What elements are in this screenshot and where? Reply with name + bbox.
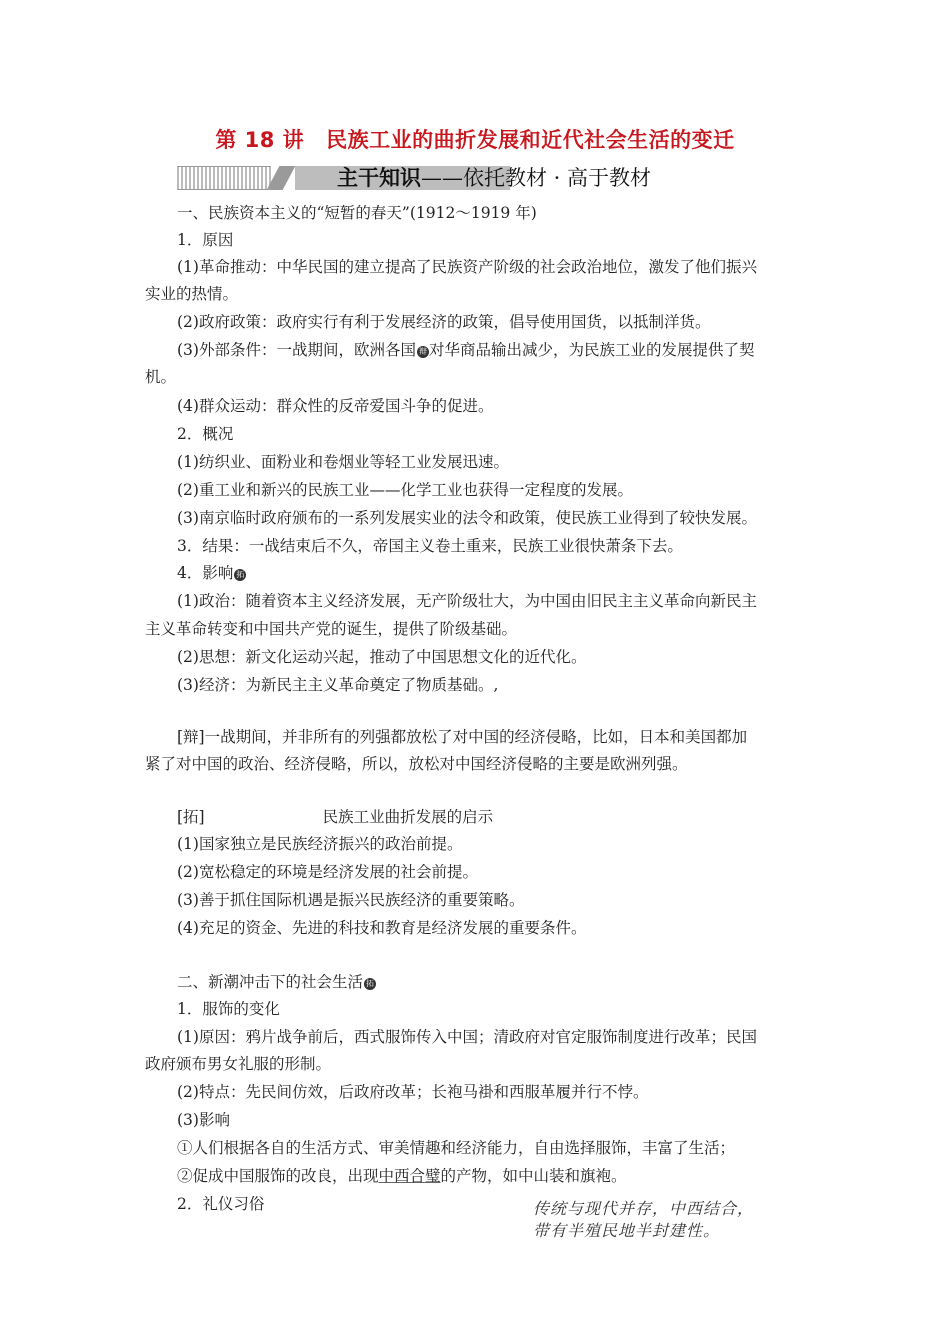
paragraph-line: (3)影响 bbox=[177, 1111, 230, 1129]
paragraph-text: 的产物，如中山装和旗袍。 bbox=[440, 1167, 627, 1185]
paragraph-line: (1)国家独立是民族经济振兴的政治前提。 bbox=[177, 835, 463, 853]
section-heading: 一、民族资本主义的“短暂的春天”(1912～1919 年) bbox=[177, 204, 537, 222]
paragraph-line: 3．结果：一战结束后不久，帝国主义卷土重来，民族工业很快萧条下去。 bbox=[177, 537, 683, 555]
subheading-text: 4．影响 bbox=[177, 564, 234, 582]
paragraph-line: 政府颁布男女礼服的形制。 bbox=[145, 1055, 332, 1073]
paragraph-line: (4)群众运动：群众性的反帝爱国斗争的促进。 bbox=[177, 397, 494, 415]
paragraph-line: (1)革命推动：中华民国的建立提高了民族资产阶级的社会政治地位，激发了他们振兴 bbox=[177, 258, 757, 276]
paragraph-line: (2)宽松稳定的环境是经济发展的社会前提。 bbox=[177, 863, 478, 881]
paragraph-line: 机。 bbox=[145, 368, 177, 386]
paragraph-line: (4)充足的资金、先进的科技和教育是经济发展的重要条件。 bbox=[177, 919, 587, 937]
lesson-title-text: 民族工业的曲折发展和近代社会生活的变迁 bbox=[326, 128, 735, 152]
handwritten-note: 带有半殖民地半封建性。 bbox=[533, 1221, 721, 1240]
banner-label-sub: ——依托教材 · 高于教材 bbox=[421, 166, 652, 190]
subheading: 2．概况 bbox=[177, 425, 234, 443]
paragraph-line: (1)原因：鸦片战争前后，西式服饰传入中国；清政府对官定服饰制度进行改革；民国 bbox=[177, 1028, 757, 1046]
tuo-mark-icon: 拓 bbox=[236, 570, 245, 579]
underlined-term: 中西合璧 bbox=[378, 1167, 441, 1185]
paragraph-line: (3)善于抓住国际机遇是振兴民族经济的重要策略。 bbox=[177, 891, 525, 909]
lesson-title bbox=[0, 124, 950, 154]
handwritten-note: 传统与现代并存，中西结合， bbox=[533, 1199, 755, 1218]
paragraph-line: (2)重工业和新兴的民族工业——化学工业也获得一定程度的发展。 bbox=[177, 481, 633, 499]
paragraph-line: (3)经济：为新民主主义革命奠定了物质基础。, bbox=[177, 676, 499, 694]
banner-label bbox=[337, 162, 651, 192]
tuo-mark-icon: 拓 bbox=[366, 979, 375, 988]
subheading bbox=[177, 563, 246, 583]
paragraph-line: (3)南京临时政府颁布的一系列发展实业的法令和政策，使民族工业得到了较快发展。 bbox=[177, 509, 757, 527]
paragraph-line: (2)思想：新文化运动兴起，推动了中国思想文化的近代化。 bbox=[177, 648, 587, 666]
paragraph-line: (2)特点：先民间仿效，后政府改革；长袍马褂和西服革履并行不悖。 bbox=[177, 1083, 649, 1101]
section-heading bbox=[177, 972, 376, 992]
paragraph-line: ①人们根据各自的生活方式、审美情趣和经济能力，自由选择服饰，丰富了生活； bbox=[177, 1139, 736, 1157]
paragraph-text: ②促成中国服饰的改良，出现 bbox=[177, 1167, 379, 1185]
subheading: 1．原因 bbox=[177, 231, 234, 249]
paragraph-line: 实业的热情。 bbox=[145, 285, 239, 303]
bian-mark-icon: 辩 bbox=[418, 347, 427, 356]
banner-stripe bbox=[177, 166, 271, 190]
lesson-number: 第 18 讲 bbox=[215, 128, 305, 152]
tuo-tag: [拓] bbox=[177, 808, 205, 826]
paragraph-line bbox=[177, 340, 754, 360]
subheading: 1．服饰的变化 bbox=[177, 1000, 280, 1018]
paragraph-text: (3)外部条件：一战期间，欧洲各国 bbox=[177, 341, 416, 359]
tuo-heading bbox=[177, 807, 493, 827]
bian-note: 紧了对中国的政治、经济侵略，所以，放松对中国经济侵略的主要是欧洲列强。 bbox=[145, 755, 688, 773]
section-banner bbox=[177, 164, 737, 190]
bian-note: [辩]一战期间，并非所有的列强都放松了对中国的经济侵略，比如，日本和美国都加 bbox=[177, 728, 748, 746]
paragraph-line bbox=[177, 1166, 627, 1186]
paragraph-text: 对华商品输出减少，为民族工业的发展提供了契 bbox=[428, 341, 755, 359]
paragraph-line: (2)政府政策：政府实行有利于发展经济的政策，倡导使用国货，以抵制洋货。 bbox=[177, 313, 711, 331]
paragraph-line: (1)纺织业、面粉业和卷烟业等轻工业发展迅速。 bbox=[177, 453, 509, 471]
subheading: 2．礼仪习俗 bbox=[177, 1195, 265, 1213]
banner-label-main: 主干知识 bbox=[337, 166, 421, 190]
section-heading-text: 二、新潮冲击下的社会生活 bbox=[177, 973, 364, 991]
tuo-title: 民族工业曲折发展的启示 bbox=[322, 808, 494, 826]
paragraph-line: 主义革命转变和中国共产党的诞生，提供了阶级基础。 bbox=[145, 620, 518, 638]
paragraph-line: (1)政治：随着资本主义经济发展，无产阶级壮大，为中国由旧民主主义革命向新民主 bbox=[177, 592, 757, 610]
